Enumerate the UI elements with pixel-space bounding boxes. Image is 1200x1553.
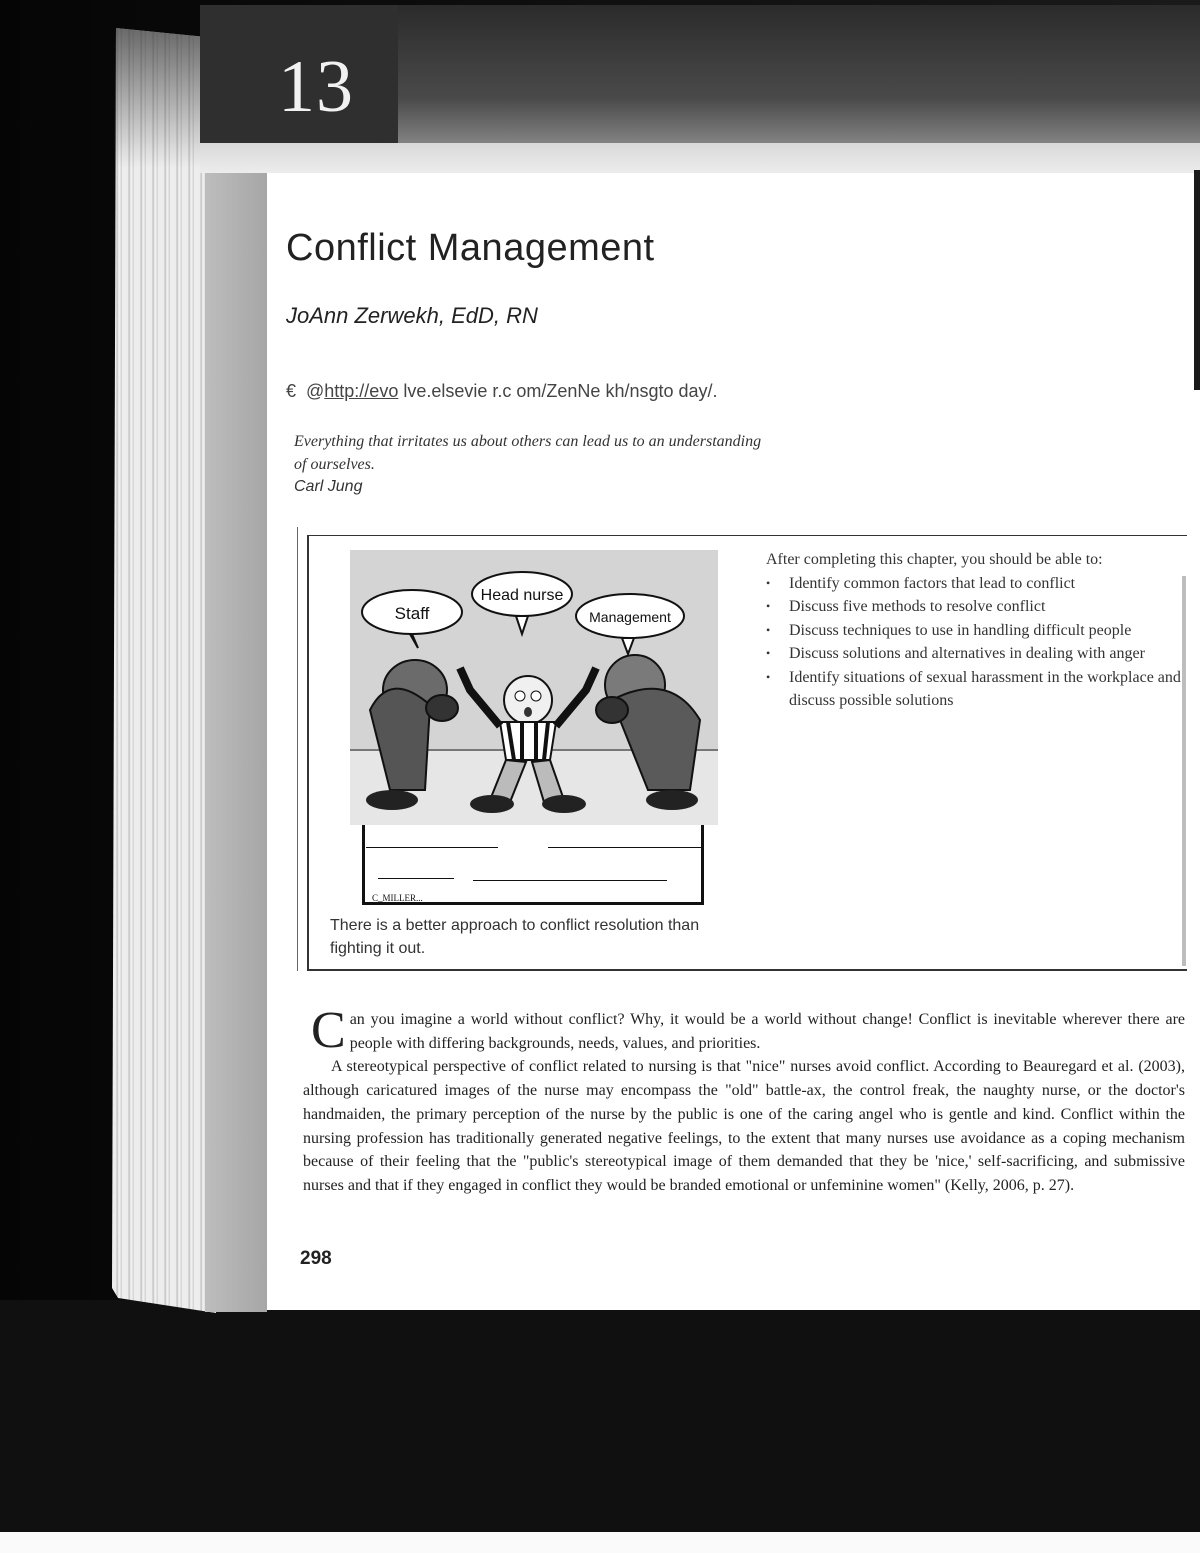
cartoon-credit: C_MILLER... [372,893,423,903]
book-page-edges [98,28,216,1313]
page-gutter-strip [205,142,267,1312]
scan-bottom-edge [0,1532,1200,1553]
chapter-body-text [303,1002,1185,1198]
body-paragraph [303,1002,1185,1059]
objective-item: • Discuss five methods to resolve conflict [766,595,1186,619]
objectives-list [766,572,1186,713]
objective-item: • Discuss solutions and alternatives in dealing with anger [766,642,1186,666]
objective-item: • Identify situations of sexual harassment in the workplace and discuss possible solutions [766,666,1186,713]
web-link-prefix: @ [306,381,325,401]
body-paragraph-2: A stereotypical perspective of conflict related to nursing is that "nice" nurses avoid conflict. According to Beauregard et al. (2003), although caricatured images of the nurse may encompass the "old" battle-ax, the control freak, the naughty nurse, or the doctor's handmaiden, the primary perception of the nurse by the public is one of the caring angel who is gentle and kind. Conflict within the nursing profession has traditionally generated negative feelings, to the extent that many nurses use avoidance as a coping mechanism because of their feeling that the "public's stereotypical image of them demanded that they be 'nice,' self-sacrificing, and submissive nurses and that if they engaged in conflict they would be branded emotional or unfeminine women" (Kelly, 2006, p. 27). [303,1058,1185,1194]
web-link-url-start[interactable]: http://evo [324,381,399,401]
objectives-side-bar [1182,576,1186,966]
conflict-cartoon-illustration [350,550,718,825]
body-paragraph-1-text: an you imagine a world without conflict? Why, it would be a world without change! Conflict is inevitable wherever there are people with differing backgrounds, needs, values, and priorities. [349,1011,1185,1052]
page-number: 298 [300,1248,332,1269]
staff-bubble-label: Staff [394,604,430,623]
web-link-url-end[interactable]: lve.elsevie r.c om/ZenNe kh/nsgto day/. [403,381,718,401]
chapter-author: JoAnn Zerwekh, EdD, RN [286,303,538,328]
right-edge-mark [1194,170,1200,390]
chapter-number: 13 [278,46,354,128]
frame-rule [378,878,454,879]
figure-caption: There is a better approach to conflict resolution than fighting it out. [330,917,700,957]
epigraph-quote: Everything that irritates us about others can lead us to an understanding of ourselves. [294,433,762,473]
objectives-box-outer-rule [297,527,304,971]
frame-rule [473,880,667,881]
epigraph-attribution: Carl Jung [294,478,363,495]
header-strip [200,143,1200,173]
frame-rule [548,847,702,848]
objectives-intro: After completing this chapter, you should be able to: [766,551,1103,568]
chapter-title: Conflict Management [286,227,655,269]
frame-rule [366,847,498,848]
drop-cap: C [311,1002,346,1059]
management-bubble-label: Management [589,609,671,625]
objective-item: • Discuss techniques to use in handling difficult people [766,619,1186,643]
web-globe-icon: € [286,381,297,401]
objective-item: • Identify common factors that lead to conflict [766,572,1186,596]
scan-bottom-shadow [0,1300,1200,1553]
learning-objectives [766,548,1186,713]
head-nurse-bubble-label: Head nurse [480,587,564,604]
web-resource-link[interactable] [286,381,718,402]
